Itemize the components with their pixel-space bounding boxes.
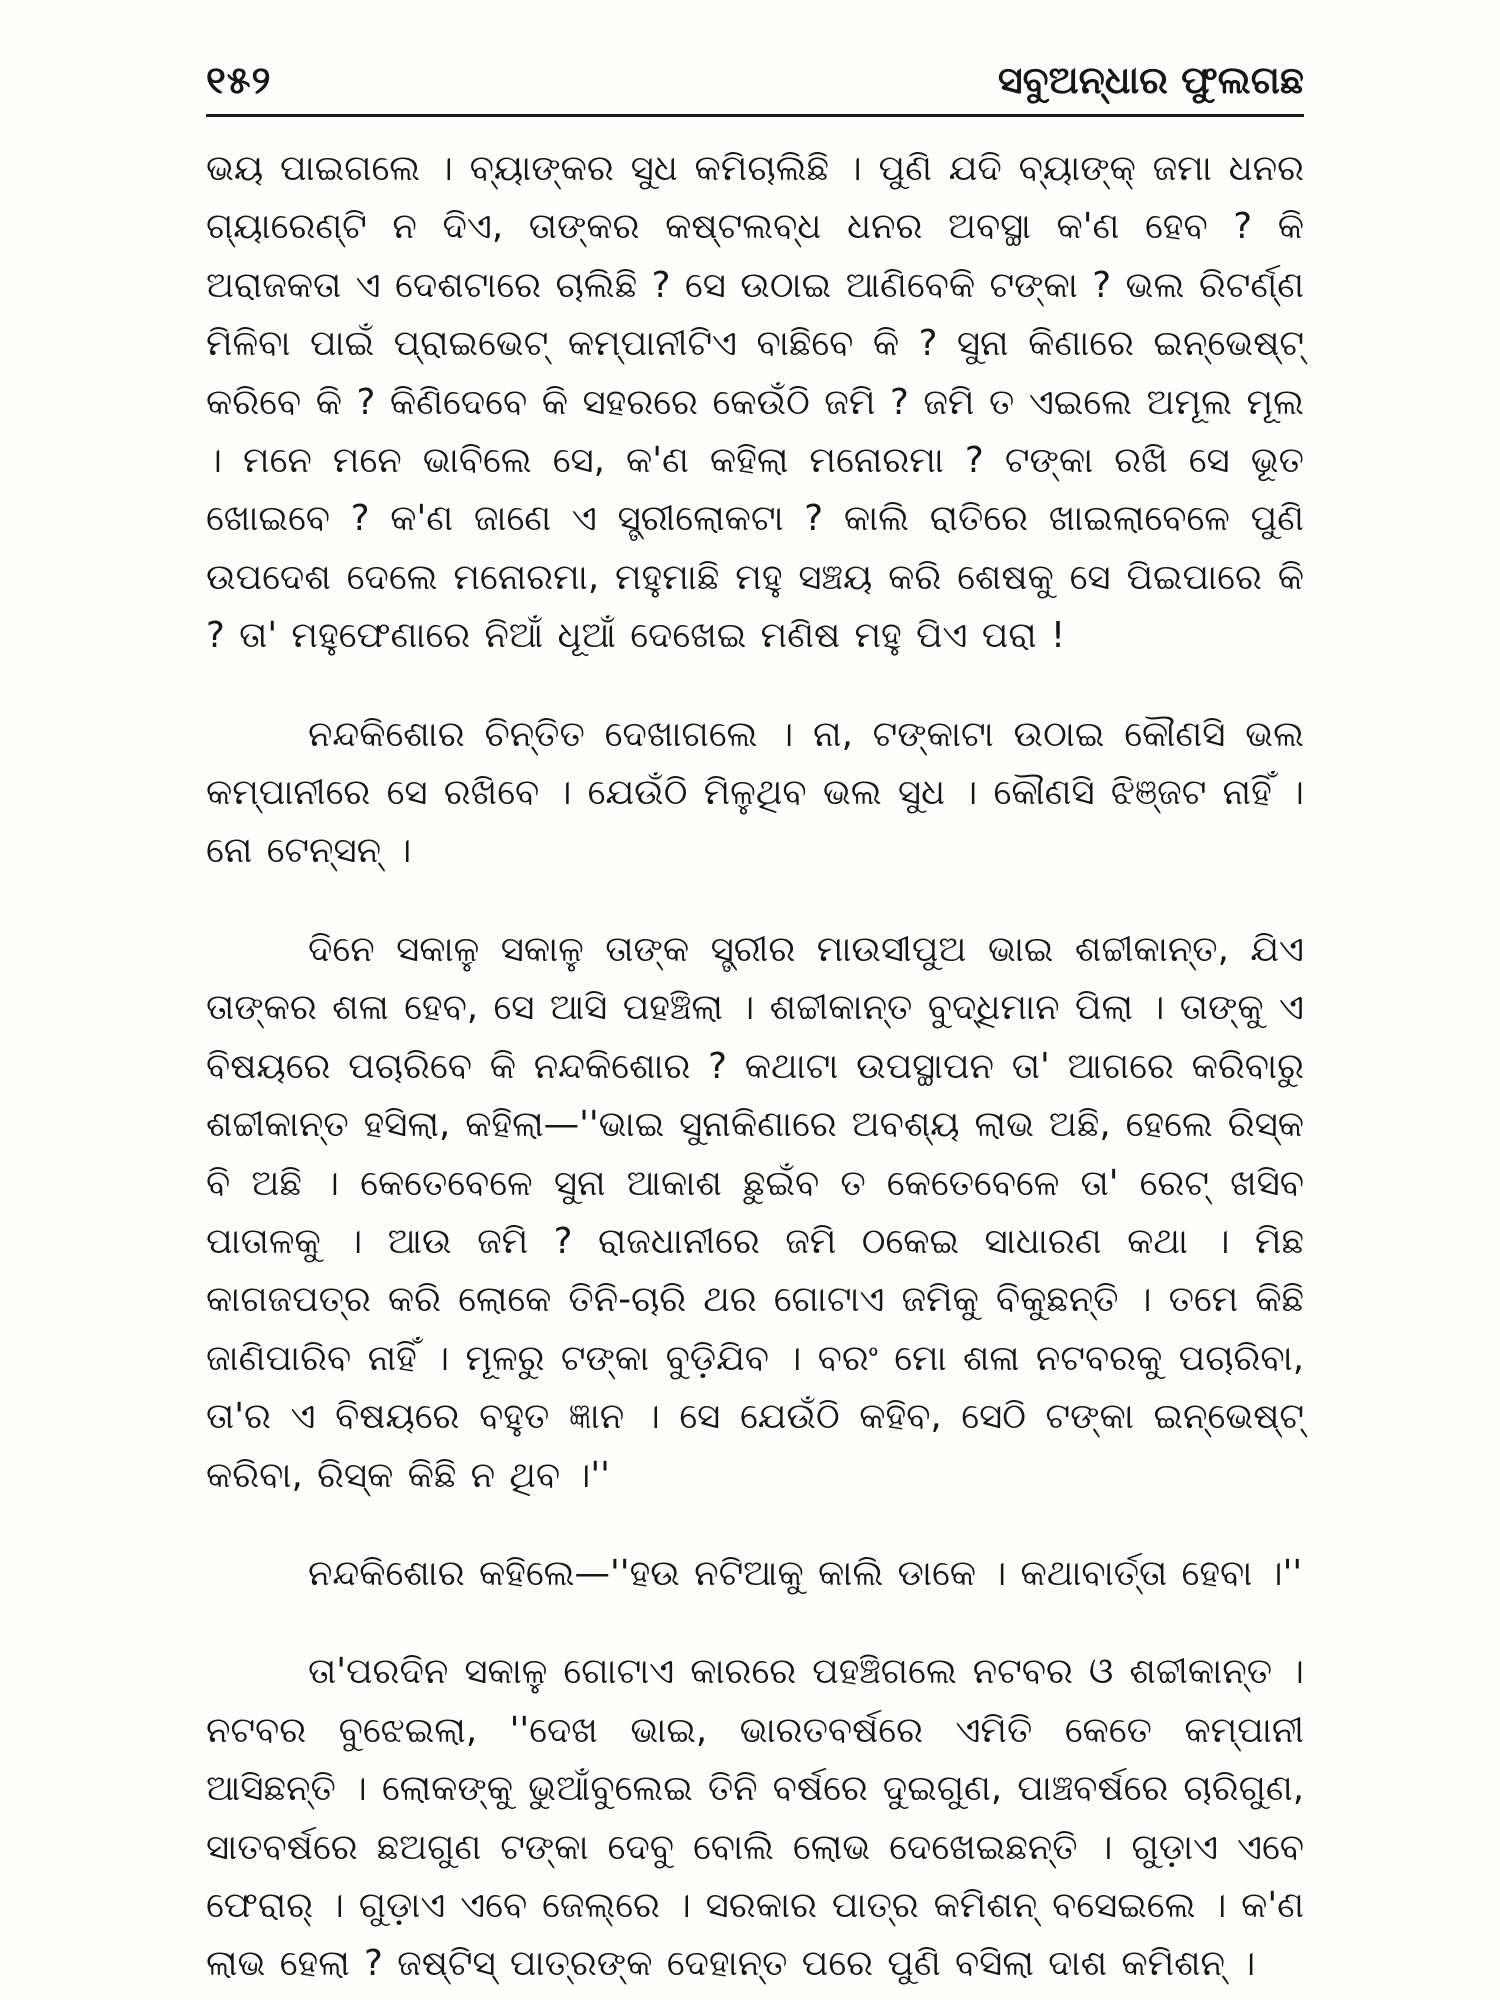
page-number: ୧୫୨	[206, 58, 272, 102]
paragraph-4: ନନ୍ଦକିଶୋର କହିଲେ—''ହଉ ନଟିଆକୁ କାଲି ଡାକେ । କଥାବାର୍ତ୍ତା ହେବା ।''	[308, 1552, 1303, 1594]
paragraph-spacer	[206, 1603, 1304, 1643]
paragraph-5: ତା'ପରଦିନ ସକାଳୁ ଗୋଟାଏ କାରରେ ପହଞ୍ଚିଗଲେ ନଟବର ଓ ଶଚ୍ଚୀକାନ୍ତ । ନଟବର ବୁଝେଇଲା, ''ଦେଖ ଭାଇ, ଭାରତବର୍ଷରେ ଏମିତି କେତେ କମ୍ପାନୀ ଆସିଛନ୍ତି । ଲୋକଙ୍କୁ ଭୁଆଁବୁଲେଇ ତିନି ବର୍ଷରେ ଦୁଇଗୁଣ, ପାଞ୍ଚବର୍ଷରେ ଚାରିଗୁଣ, ସାତବର୍ଷରେ ଛଅଗୁଣ ଟଙ୍କା ଦେବୁ ବୋଲି ଲୋଭ ଦେଖେଇଛନ୍ତି । ଗୁଡ଼ାଏ ଏବେ ଫେରାର୍ । ଗୁଡ଼ାଏ ଏବେ ଜେଲ୍‌ରେ । ସରକାର ପାତ୍ର କମିଶନ୍ ବସେଇଲେ । କ'ଣ ଲାଭ ହେଲା ? ଜଷ୍ଟିସ୍ ପାତ୍ରଙ୍କ ଦେହାନ୍ତ ପରେ ପୁଣି ବସିଲା ଦାଶ କମିଶନ୍ ।	[206, 1651, 1319, 1985]
paragraph-1: ଭୟ ପାଇଗଲେ । ବ୍ୟାଙ୍କର ସୁଧ କମିଚାଲିଛି । ପୁଣି ଯଦି ବ୍ୟାଙ୍କ୍ ଜମା ଧନର ଗ୍ୟାରେଣ୍ଟି ନ ଦିଏ, ତାଙ୍କର କଷ୍ଟଲବ୍ଧ ଧନର ଅବସ୍ଥା କ'ଣ ହେବ ? କି ଅରାଜକତା ଏ ଦେଶଟାରେ ଚାଲିଛି ? ସେ ଉଠାଇ ଆଣିବେକି ଟଙ୍କା ? ଭଲ ରିଟର୍ଣ୍ଣ ମିଳିବା ପାଇଁ ପ୍ରାଇଭେଟ୍ କମ୍ପାନୀଟିଏ ବାଛିବେ କି ? ସୁନା କିଣାରେ ଇନ୍‌ଭେଷ୍ଟ୍ କରିବେ କି ? କିଣିଦେବେ କି ସହରରେ କେଉଁଠି ଜମି ? ଜମି ତ ଏଇଲେ ଅମୂଲ ମୂଲ । ମନେ ମନେ ଭାବିଲେ ସେ, କ'ଣ କହିଲା ମନୋରମା ? ଟଙ୍କା ରଖି ସେ ଭୂତ ଖୋଇବେ ? କ'ଣ ଜାଣେ ଏ ସ୍ତ୍ରୀଲୋକଟା ? କାଲି ରାତିରେ ଖାଇଲାବେଳେ ପୁଣି ଉପଦେଶ ଦେଲେ ମନୋରମା, ମହୁମାଛି ମହୁ ସଞ୍ଚୟ କରି ଶେଷକୁ ସେ ପିଇପାରେ କି ? ତା' ମହୁଫେଣାରେ ନିଆଁ ଧୂଆଁ ଦେଖେଇ ମଣିଷ ମହୁ ପିଏ ପରା !	[206, 148, 1319, 657]
paragraph-spacer	[206, 881, 1304, 921]
paragraph-spacer	[206, 666, 1304, 706]
page-header	[206, 52, 1304, 112]
paragraph-2: ନନ୍ଦକିଶୋର ଚିନ୍ତିତ ଦେଖାଗଲେ । ନା, ଟଙ୍କାଟା ଉଠାଇ କୌଣସି ଭଲ କମ୍ପାନୀରେ ସେ ରଖିବେ । ଯେଉଁଠି ମିଳୁଥିବ ଭଲ ସୁଧ । କୌଣସି ଝିଞ୍ଜଟ ନାହିଁ । ନୋ ଟେନ୍‌ସନ୍ ।	[206, 713, 1319, 872]
paragraph-3: ଦିନେ ସକାଳୁ ସକାଳୁ ତାଙ୍କ ସ୍ତ୍ରୀର ମାଉସୀପୁଅ ଭାଇ ଶଚ୍ଚୀକାନ୍ତ, ଯିଏ ତାଙ୍କର ଶଳା ହେବ, ସେ ଆସି ପହଞ୍ଚିଲା । ଶଚ୍ଚୀକାନ୍ତ ବୁଦ୍ଧିମାନ ପିଲା । ତାଙ୍କୁ ଏ ବିଷୟରେ ପଚାରିବେ କି ନନ୍ଦକିଶୋର ? କଥାଟା ଉପସ୍ଥାପନ ତା' ଆଗରେ କରିବାରୁ ଶଚ୍ଚୀକାନ୍ତ ହସିଲା, କହିଲା—''ଭାଇ ସୁନାକିଣାରେ ଅବଶ୍ୟ ଲାଭ ଅଛି, ହେଲେ ରିସ୍କ ବି ଅଛି । କେତେବେଳେ ସୁନା ଆକାଶ ଛୁଇଁବ ତ କେତେବେଳେ ତା' ରେଟ୍ ଖସିବ ପାତାଳକୁ । ଆଉ ଜମି ? ରାଜଧାନୀରେ ଜମି ଠକେଇ ସାଧାରଣ କଥା । ମିଛ କାଗଜପତ୍ର କରି ଲୋକେ ତିନି-ଚାରି ଥର ଗୋଟାଏ ଜମିକୁ ବିକୁଛନ୍ତି । ତମେ କିଛି ଜାଣିପାରିବ ନାହିଁ । ମୂଳରୁ ଟଙ୍କା ବୁଡ଼ିଯିବ । ବରଂ ମୋ ଶଳା ନଟବରକୁ ପଚାରିବା, ତା'ର ଏ ବିଷୟରେ ବହୁତ ଜ୍ଞାନ । ସେ ଯେଉଁଠି କହିବ, ସେଠି ଟଙ୍କା ଇନ୍‌ଭେଷ୍ଟ୍ କରିବା, ରିସ୍କ କିଛି ନ ଥିବ ।''	[206, 928, 1319, 1496]
paragraph-spacer	[206, 1505, 1304, 1545]
body-text	[206, 140, 1319, 1994]
header-rule	[206, 114, 1304, 117]
running-title: ସବୁଅନ୍ଧାର ଫୁଲଗଛ	[997, 58, 1304, 102]
